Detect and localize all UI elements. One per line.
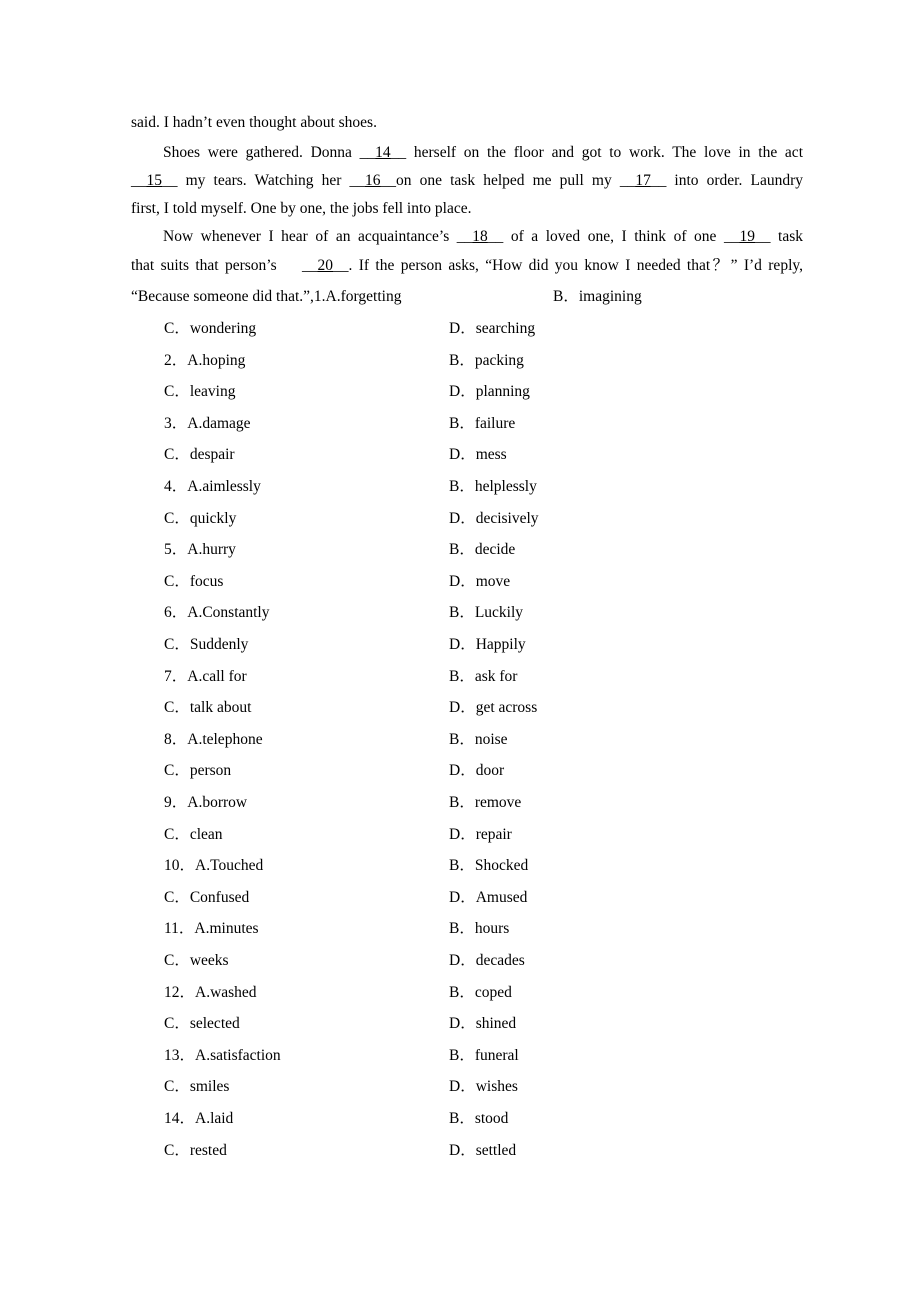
option-left: 2．A.hoping: [164, 351, 246, 369]
passage-text: said. I hadn’t even thought about shoes.: [131, 114, 377, 131]
option-row: [0, 319, 920, 339]
option-right: D．planning: [449, 383, 530, 401]
option-row: [0, 667, 920, 687]
option-right: B．Shocked: [449, 857, 529, 875]
option-right: D．door: [449, 762, 505, 780]
blank-17: __17__: [619, 172, 667, 189]
option-left: C．Confused: [164, 888, 250, 906]
option-left: C．person: [164, 762, 232, 780]
blank-20: __20__: [302, 257, 349, 274]
option-right: D．Amused: [449, 888, 528, 906]
option-row: [0, 983, 920, 1003]
option-left: C．despair: [164, 446, 235, 464]
option-left: 9．A.borrow: [164, 794, 248, 811]
option-right: D．decisively: [449, 509, 539, 527]
option-row: [0, 1077, 920, 1097]
passage-text: Now whenever I hear of an acquaintance’s: [163, 228, 457, 245]
passage-line: [163, 143, 803, 163]
option-right: B．noise: [449, 730, 508, 748]
option-row: [0, 856, 920, 876]
option-row: [0, 1014, 920, 1034]
blank-14: __14__: [359, 144, 407, 161]
option-left: C．leaving: [164, 383, 236, 401]
passage-text: my tears. Watching her: [177, 172, 350, 189]
option-left: C．weeks: [164, 952, 229, 969]
option-row: [0, 382, 920, 402]
option-left: C．clean: [164, 825, 223, 843]
option-right: D．repair: [449, 825, 512, 843]
option-left: 3．A.damage: [164, 414, 251, 432]
option-right: D．settled: [449, 1141, 517, 1159]
option-row: [0, 793, 920, 813]
option-left: C．wondering: [164, 320, 257, 337]
passage-text: of a loved one, I think of one: [503, 228, 724, 245]
option-left: C．Suddenly: [164, 636, 249, 653]
option-right: B．Luckily: [449, 604, 524, 622]
option-left: 13．A.satisfaction: [164, 1046, 281, 1064]
option-left: C．focus: [164, 572, 224, 590]
option-right: D．searching: [449, 320, 536, 337]
option-right: D．mess: [449, 446, 507, 464]
option-right: B．coped: [449, 983, 512, 1001]
passage-text: that suits that person’s: [131, 257, 283, 274]
option-row: [0, 572, 920, 592]
option-left: C．quickly: [164, 509, 237, 527]
option-row: [0, 951, 920, 971]
option-left: 11．A.minutes: [164, 920, 259, 938]
passage-text: first, I told myself. One by one, the jobs fell into place.: [131, 200, 472, 217]
passage-text: into order. Laundry: [666, 172, 803, 189]
passage-text: herself on the floor and got to work. The love in the act: [406, 144, 803, 161]
passage-line: [131, 199, 803, 219]
option-row: [0, 540, 920, 560]
option-left: 14．A.laid: [164, 1110, 234, 1127]
option-row: [0, 603, 920, 623]
passage-text: task: [770, 228, 803, 245]
option-row: [0, 1141, 920, 1161]
option-left: 6．A.Constantly: [164, 604, 270, 622]
option-right: D．Happily: [449, 636, 526, 653]
option-row: [0, 351, 920, 371]
option-right: D．decades: [449, 952, 525, 969]
option-row: [0, 825, 920, 845]
option-text: B．imagining: [553, 288, 642, 305]
option-right: B．ask for: [449, 667, 518, 685]
option-left: C．selected: [164, 1015, 240, 1033]
passage-line: [131, 113, 803, 133]
option-right: D．shined: [449, 1015, 517, 1033]
option-left: C．rested: [164, 1141, 227, 1159]
option-left: 12．A.washed: [164, 983, 257, 1001]
option-right: D．wishes: [449, 1078, 518, 1096]
option-left: 5．A.hurry: [164, 541, 236, 559]
option-row: [0, 730, 920, 750]
option-right: B．hours: [449, 920, 510, 938]
option-left: 8．A.telephone: [164, 730, 263, 748]
option-row: [0, 635, 920, 655]
passage-line: [163, 227, 803, 247]
option-right: B．funeral: [449, 1046, 519, 1064]
option-right: B．failure: [449, 414, 516, 432]
blank-15: __15__: [131, 172, 178, 189]
option-right: D．get across: [449, 699, 538, 717]
option-row: [0, 509, 920, 529]
option-item: [553, 287, 753, 307]
option-right: D．move: [449, 572, 511, 590]
blank-19: __19__: [723, 228, 771, 245]
option-right: B．packing: [449, 351, 524, 369]
option-row: [0, 698, 920, 718]
option-left: C．smiles: [164, 1078, 230, 1096]
passage-line: [131, 171, 803, 191]
passage-text: on one task helped me pull my: [396, 172, 620, 189]
option-left: 7．A.call for: [164, 667, 247, 685]
option-left: 4．A.aimlessly: [164, 478, 261, 495]
blank-18: __18__: [456, 228, 504, 245]
option-row: [0, 414, 920, 434]
option-row: [0, 1046, 920, 1066]
passage-text: Shoes were gathered. Donna: [163, 144, 360, 161]
option-right: B．remove: [449, 794, 522, 811]
passage-line: [131, 256, 803, 276]
passage-text: “Because someone did that.”,1.A.forgetting: [131, 288, 402, 305]
option-left: 10．A.Touched: [164, 857, 264, 875]
option-right: B．stood: [449, 1110, 509, 1127]
passage-text: . If the person asks, “How did you know I needed that？” I’d reply,: [348, 257, 803, 274]
option-row: [0, 477, 920, 497]
option-row: [0, 445, 920, 465]
option-row: [0, 888, 920, 908]
blank-16: __16__: [349, 172, 397, 189]
option-right: B．decide: [449, 541, 516, 559]
option-row: [0, 1109, 920, 1129]
option-row: [0, 919, 920, 939]
option-right: B．helplessly: [449, 478, 537, 495]
option-row: [0, 761, 920, 781]
option-left: C．talk about: [164, 699, 252, 717]
